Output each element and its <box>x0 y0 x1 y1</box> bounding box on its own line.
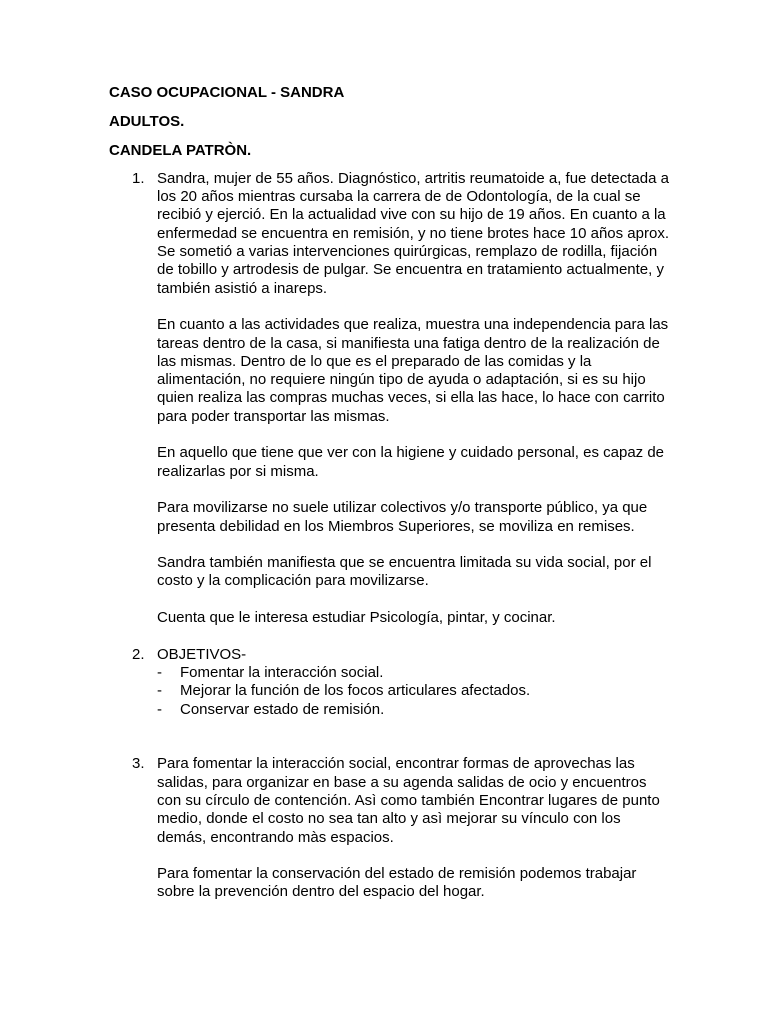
paragraph: Sandra también manifiesta que se encuentra limitada su vida social, por el costo y la complicación para movilizarse. <box>157 554 652 590</box>
objectives-list <box>157 664 669 719</box>
dash-bullet: - <box>157 663 162 681</box>
dash-bullet: - <box>157 682 162 700</box>
paragraph: Para movilizarse no suele utilizar colectivos y/o transporte público, ya que presenta debilidad en los Miembros Superiores, se moviliza en remises. <box>157 499 648 535</box>
paragraph: En cuanto a las actividades que realiza, muestra una independencia para las tareas dentro de la casa, si manifiesta una fatiga dentro de la realización de las mismas. Dentro de lo que es el preparado de las comidas y la alimentación, no requiere ningún tipo de ayuda o adaptación, si es su hijo quien realiza las compras muchas veces, si ella las hace, lo hace con carrito para poder transportar las mismas. <box>157 316 669 425</box>
document-author: CANDELA PATRÒN. <box>109 141 252 159</box>
objectives-title: OBJETIVOS- <box>157 645 247 663</box>
objective-text: Fomentar la interacción social. <box>180 663 384 681</box>
list-number: 2. <box>132 645 145 663</box>
document-page <box>109 84 669 902</box>
objective-item <box>157 664 669 682</box>
dash-bullet: - <box>157 700 162 718</box>
objective-text: Mejorar la función de los focos articulares afectados. <box>180 682 531 700</box>
list-item-3 <box>109 755 669 901</box>
paragraph: Cuenta que le interesa estudiar Psicología, pintar, y cocinar. <box>157 609 556 627</box>
list-item-1 <box>109 170 669 627</box>
paragraph: Para fomentar la interacción social, encontrar formas de aprovechas las salidas, para organizar en base a su agenda salidas de ocio y encuentros con su círculo de contención. Asì como también Encontrar lugares de punto medio, donde el costo no sea tan alto y asì mejorar su vínculo con los demás, encontrando màs espacios. <box>157 755 660 846</box>
list-number: 3. <box>132 755 145 773</box>
objective-text: Conservar estado de remisión. <box>180 700 385 718</box>
paragraph: Para fomentar la conservación del estado de remisión podemos trabajar sobre la prevención dentro del espacio del hogar. <box>157 865 637 901</box>
paragraph: Sandra, mujer de 55 años. Diagnóstico, artritis reumatoide a, fue detectada a los 20 años mientras cursaba la carrera de de Odontología, de la cual se recibió y ejerció. En la actualidad vive con su hijo de 19 años. En cuanto a la enfermedad se encuentra en remisión, y no tiene brotes hace 10 años aprox. Se sometió a varias intervenciones quirúrgicas, remplazo de rodilla, fijación de tobillo y artrodesis de pulgar. Se encuentra en tratamiento actualmente, y también asistió a inareps. <box>157 169 669 297</box>
document-title: CASO OCUPACIONAL - SANDRA <box>109 84 345 101</box>
list-item-2 <box>109 646 669 719</box>
paragraph: En aquello que tiene que ver con la higiene y cuidado personal, es capaz de realizarlas por si misma. <box>157 444 665 480</box>
numbered-list <box>109 170 669 902</box>
objective-item <box>157 701 669 719</box>
list-number: 1. <box>132 169 145 187</box>
document-subtitle: ADULTOS. <box>109 112 185 130</box>
objective-item <box>157 682 669 700</box>
